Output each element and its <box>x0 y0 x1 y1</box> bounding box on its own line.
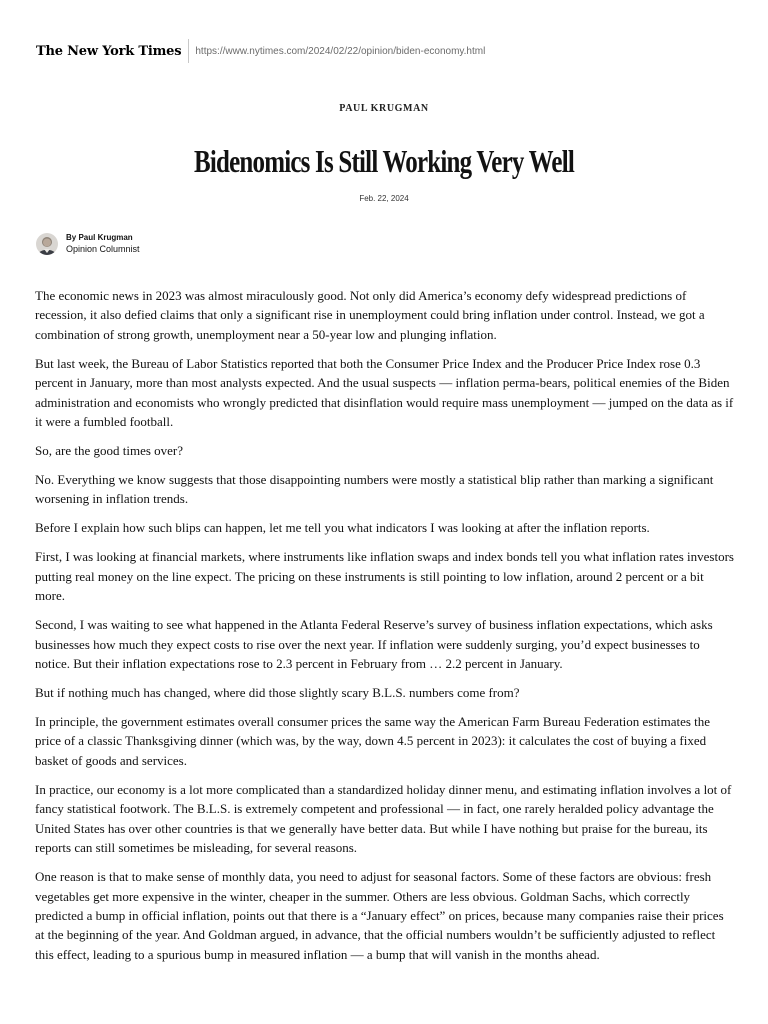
paragraph: First, I was looking at financial markets, where instruments like inflation swaps and index bonds tell you what inflation rates investors putting real money on the line expect. The pricing on these instruments is still pointing to low inflation, around 2 percent or a bit more. <box>35 549 734 604</box>
byline-author-name[interactable]: By Paul Krugman <box>66 233 133 242</box>
byline <box>36 232 140 255</box>
paragraph: The economic news in 2023 was almost miraculously good. Not only did America’s economy defy widespread predictions of recession, it also defied claims that only a significant rise in unemployment could bring inflation under control. Instead, we got a combination of strong growth, unemployment near a 50-year low and plunging inflation. <box>35 288 705 342</box>
nyt-logo[interactable]: The New York Times <box>36 43 182 59</box>
paragraph: Second, I was waiting to see what happened in the Atlanta Federal Reserve’s survey of business inflation expectations, which asks businesses how much they expect costs to rise over the next year. If inflation were suddenly surging, you’d expect businesses to notice. But their inflation expectations rose to 2.3 percent in February from … 2.2 percent in January. <box>35 617 713 672</box>
headline: Bidenomics Is Still Working Very Well <box>193 143 575 179</box>
paragraph: Before I explain how such blips can happen, let me tell you what indicators I was looking at after the inflation reports. <box>35 520 650 536</box>
author-avatar[interactable] <box>36 233 58 255</box>
paragraph: One reason is that to make sense of monthly data, you need to adjust for seasonal factors. Some of these factors are obvious: fresh vegetables get more expensive in the winter, cheaper in the summer. Others are less obvious. Goldman Sachs, which correctly predicted a bump in official inflation, points out that there is a “January effect” on prices, because many companies raise their prices at the beginning of the year. And Goldman argued, in advance, that the official numbers wouldn’t be sufficiently adjusted to reflect this effect, leading to a spurious bump in measured inflation — a bump that will vanish in the months ahead. <box>35 869 724 962</box>
article-body <box>35 286 735 974</box>
paragraph: No. Everything we know suggests that those disappointing numbers were mostly a statistical blip rather than marking a significant worsening in inflation trends. <box>35 472 714 507</box>
paragraph: So, are the good times over? <box>35 443 184 459</box>
paragraph: In practice, our economy is a lot more complicated than a standardized holiday dinner menu, and estimating inflation involves a lot of fancy statistical footwork. The B.L.S. is extremely competent and professional — in fact, one rarely heralded policy advantage the United States has over other countries is that we generally have better data. But while I have nothing but praise for the bureau, its reports can still sometimes be misleading, for several reasons. <box>35 781 732 856</box>
author-kicker[interactable]: PAUL KRUGMAN <box>339 103 429 114</box>
masthead-divider <box>188 39 189 63</box>
byline-author-role: Opinion Columnist <box>66 244 140 254</box>
paragraph: In principle, the government estimates overall consumer prices the same way the American Farm Bureau Federation estimates the price of a classic Thanksgiving dinner (which was, by the way, down 4.5 percent in 2023): it calculates the cost of buying a fixed basket of goods and services. <box>35 714 711 768</box>
article-url[interactable]: https://www.nytimes.com/2024/02/22/opinion/biden-economy.html <box>195 45 486 57</box>
publish-date: Feb. 22, 2024 <box>359 194 409 203</box>
paragraph: But if nothing much has changed, where did those slightly scary B.L.S. numbers come from? <box>35 685 520 701</box>
masthead <box>36 38 485 64</box>
paragraph: But last week, the Bureau of Labor Statistics reported that both the Consumer Price Index and the Producer Price Index rose 0.3 percent in January, more than most analysts expected. And the usual suspects — inflation perma-bears, political enemies of the Biden administration and economists who wrongly predicted that disinflation would require mass unemployment — jumped on the data as if it were a fumbled football. <box>35 355 734 430</box>
